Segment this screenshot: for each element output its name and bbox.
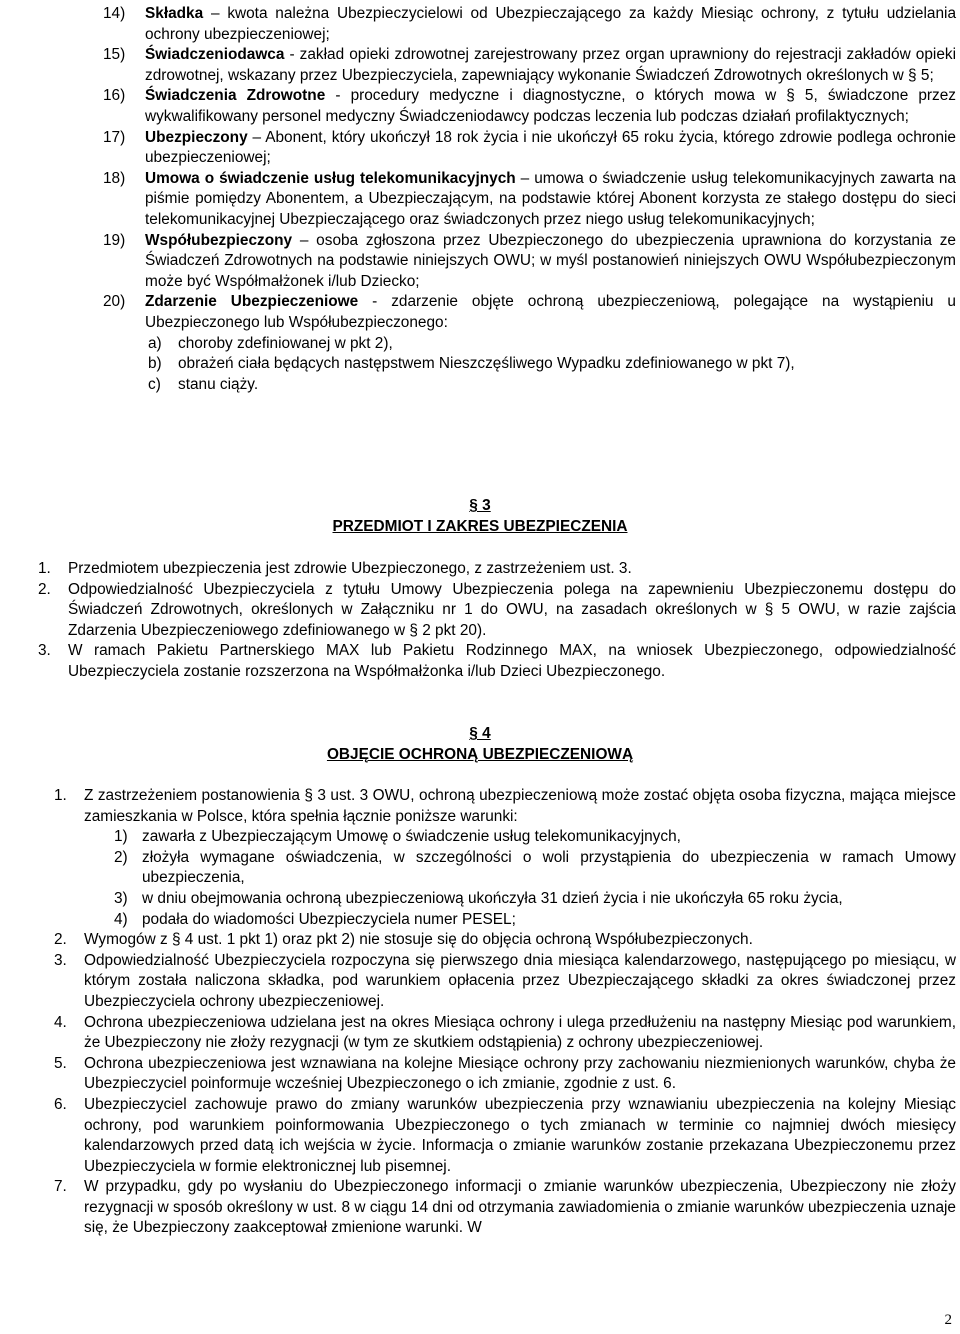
item-text: Przedmiotem ubezpieczenia jest zdrowie Ubezpieczonego, z zastrzeżeniem ust. 3. bbox=[68, 560, 632, 577]
definition-number: 15) bbox=[103, 46, 126, 64]
sublist-text: obrażeń ciała będących następstwem Nieszczęśliwego Wypadku zdefiniowanego w pkt 7), bbox=[178, 355, 795, 373]
definition-number: 20) bbox=[103, 293, 126, 311]
definition-number: 19) bbox=[103, 231, 126, 249]
definition-text: – umowa o świadczenie usług telekomunikacyjnych zawarta na piśmie pomiędzy Abonentem, a Ubezpieczającym, na podstawie której Abonent korzysta ze stałego dostępu do sieci telekomunikacyjnej Ubezpieczającego oraz świadczonych przez niego usług telekomunikacyjnych; bbox=[145, 169, 956, 228]
definition-number: 14) bbox=[103, 5, 126, 22]
definition-text: - procedury medyczne i diagnostyczne, o których mowa w § 5, świadczone przez wykwalifikowany personel medyczny Świadczeniodawcy podczas leczenia lub podczas działań profilaktycznych; bbox=[145, 87, 956, 125]
definition-number: 16) bbox=[103, 87, 126, 105]
definition-term: Zdarzenie Ubezpieczeniowe bbox=[145, 293, 359, 311]
definition-number: 18) bbox=[103, 169, 126, 187]
definition-term: Składka bbox=[145, 5, 204, 22]
item-number: 3. bbox=[54, 951, 67, 969]
list-item bbox=[54, 1013, 956, 1054]
definition-term: Świadczenia Zdrowotne bbox=[145, 87, 326, 105]
list-item bbox=[54, 951, 956, 1013]
condition-number: 3) bbox=[114, 889, 128, 907]
sublist-letter: a) bbox=[148, 334, 162, 352]
definition-item bbox=[103, 45, 956, 86]
page-number: 2 bbox=[944, 1312, 952, 1328]
definition-item bbox=[103, 128, 956, 169]
item-number: 5. bbox=[54, 1054, 67, 1072]
condition-number: 1) bbox=[114, 828, 128, 846]
sublist-letter: c) bbox=[148, 375, 161, 393]
definition-item bbox=[103, 231, 956, 293]
list-item bbox=[54, 930, 956, 951]
section-3-paragraph-sign: § 3 bbox=[469, 497, 491, 514]
item-text: W ramach Pakietu Partnerskiego MAX lub Pakietu Rodzinnego MAX, na wniosek Ubezpieczonego, odpowiedzialność Ubezpieczyciela zostanie rozszerzona na Współmałżonka i/lub Dzieci Ubezpieczonego. bbox=[68, 642, 956, 680]
condition-item bbox=[114, 910, 956, 931]
list-item bbox=[54, 786, 956, 827]
item-text: Ochrona ubezpieczeniowa udzielana jest na okres Miesiąca ochrony i ulega przedłużeniu na następny Miesiąc pod warunkiem, że Ubezpieczony nie złoży rezygnacji (w tym ze skutkiem odstąpienia) z ochrony ubezpieczeniowej. bbox=[84, 1013, 956, 1052]
definition-text: – kwota należna Ubezpieczycielowi od Ubezpieczającego za każdy Miesiąc ochrony, z tytułu udzielania ochrony ubezpieczeniowej; bbox=[145, 5, 956, 43]
list-item bbox=[38, 641, 956, 682]
item-text: Odpowiedzialność Ubezpieczyciela rozpoczyna się pierwszego dnia miesiąca kalendarzowego, następującego po miesiącu, w którym została naliczona składka, pod warunkiem opłacenia przez Ubezpieczającego składki za okres świadczonej przez Ubezpieczyciela ochrony ubezpieczeniowej. bbox=[84, 951, 956, 1010]
item-number: 2. bbox=[38, 580, 51, 598]
definition-item bbox=[103, 86, 956, 127]
list-item bbox=[54, 1177, 956, 1239]
item-number: 6. bbox=[54, 1095, 67, 1113]
item-number: 7. bbox=[54, 1178, 67, 1196]
condition-item bbox=[114, 889, 956, 910]
list-item bbox=[54, 1095, 956, 1177]
section-4-paragraph-sign: § 4 bbox=[469, 725, 491, 742]
list-item bbox=[38, 580, 956, 642]
definition-text: – Abonent, który ukończył 18 rok życia i nie ukończył 65 roku życia, którego zdrowie podlega ochronie ubezpieczeniowej; bbox=[145, 128, 956, 167]
definition-text: - zakład opieki zdrowotnej zarejestrowany przez organ uprawniony do rejestracji zakładów opieki zdrowotnej, wskazany przez Ubezpieczyciela, zapewniający wykonanie Świadczeń Zdrowotnych określonych w § 5; bbox=[145, 46, 956, 84]
condition-text: podała do wiadomości Ubezpieczyciela numer PESEL; bbox=[142, 910, 516, 928]
section-3-list bbox=[38, 559, 956, 683]
item-text: Ochrona ubezpieczeniowa jest wznawiana na kolejne Miesiące ochrony przy zachowaniu niezmienionych warunków, chyba że Ubezpieczyciel poinformuje wcześniej Ubezpieczonego o ich zmianie, zgodnie z ust. 6. bbox=[84, 1054, 956, 1093]
sublist-text: choroby zdefiniowanej w pkt 2), bbox=[178, 334, 393, 352]
sublist-item bbox=[148, 334, 956, 355]
item-number: 1. bbox=[38, 560, 51, 577]
definition-term: Współubezpieczony bbox=[145, 231, 293, 249]
sublist-item bbox=[148, 354, 956, 375]
section-3-heading bbox=[0, 496, 960, 537]
definition-text: - zdarzenie objęte ochroną ubezpieczeniową, polegające na wystąpieniu u Ubezpieczonego lub Współubezpieczonego: bbox=[145, 293, 956, 331]
item-number: 1. bbox=[54, 787, 67, 804]
definition-term: Świadczeniodawca bbox=[145, 46, 285, 64]
item-text: Ubezpieczyciel zachowuje prawo do zmiany warunków ubezpieczenia przy wznawianiu ubezpieczenia na kolejny Miesiąc ochrony, pod warunkiem poinformowania Ubezpieczonego o tych zmianach w terminie co najmniej dwóch miesięcy kalendarzowych przed datą ich wejścia w życie. Informacja o zmianie warunków zostanie przekazana Ubezpieczonemu przez Ubezpieczyciela w formie elektronicznej lub pisemnej. bbox=[84, 1095, 956, 1175]
condition-text: w dniu obejmowania ochroną ubezpieczeniową ukończyła 31 dzień życia i nie ukończyła 65 roku życia, bbox=[142, 889, 843, 907]
definition-term: Ubezpieczony bbox=[145, 128, 248, 146]
section-4-heading bbox=[0, 724, 960, 765]
item-number: 3. bbox=[38, 642, 51, 660]
condition-item bbox=[114, 848, 956, 889]
definitions-list bbox=[103, 4, 956, 395]
item-number: 4. bbox=[54, 1013, 67, 1031]
definition-text: – osoba zgłoszona przez Ubezpieczonego do ubezpieczenia uprawniona do korzystania ze Świadczeń Zdrowotnych na podstawie niniejszych OWU; w myśl postanowień niniejszych OWU Współubezpieczonym może być Współmałżonek i/lub Dziecko; bbox=[145, 231, 956, 290]
section-4-title: OBJĘCIE OCHRONĄ UBEZPIECZENIOWĄ bbox=[326, 745, 634, 763]
definition-20-sublist bbox=[148, 334, 956, 396]
condition-text: złożyła wymagane oświadczenia, w szczególności o woli przystąpienia do ubezpieczenia w ramach Umowy ubezpieczenia, bbox=[142, 848, 956, 887]
item-number: 2. bbox=[54, 931, 67, 949]
item-text: Odpowiedzialność Ubezpieczyciela z tytułu Umowy Ubezpieczenia polega na zapewnieniu Ubezpieczonemu dostępu do Świadczeń Zdrowotnych, określonych w Załączniku nr 1 do OWU, na zasadach określonych w § 5 OWU, w razie zajścia Zdarzenia Ubezpieczeniowego zdefiniowanego w § 2 pkt 20). bbox=[68, 580, 956, 639]
item-text: W przypadku, gdy po wysłaniu do Ubezpieczonego informacji o zmianie warunków ubezpieczenia, Ubezpieczony nie złoży rezygnacji w sposób określony w ust. 8 w ciągu 14 dni od otrzymania zawiadomienia o zmianie warunków ubezpieczenia uznaje się, że Ubezpieczony zaakceptował zmienione warunki. W bbox=[84, 1178, 956, 1237]
list-item bbox=[38, 559, 956, 580]
sublist-letter: b) bbox=[148, 355, 162, 373]
item-text: Z zastrzeżeniem postanowienia § 3 ust. 3 OWU, ochroną ubezpieczeniową może zostać objęta osoba fizyczna, mająca miejsce zamieszkania w Polsce, która spełnia łącznie poniższe warunki: bbox=[84, 787, 956, 825]
sublist-text: stanu ciąży. bbox=[178, 375, 259, 393]
definition-item bbox=[103, 169, 956, 231]
definition-item bbox=[103, 4, 956, 45]
condition-number: 2) bbox=[114, 848, 128, 866]
condition-number: 4) bbox=[114, 910, 128, 928]
definition-number: 17) bbox=[103, 128, 126, 146]
definition-item bbox=[103, 292, 956, 333]
sublist-item bbox=[148, 375, 956, 396]
section-3-title: PRZEDMIOT I ZAKRES UBEZPIECZENIA bbox=[332, 517, 628, 535]
item-text: Wymogów z § 4 ust. 1 pkt 1) oraz pkt 2) nie stosuje się do objęcia ochroną Współubezpieczonych. bbox=[84, 931, 753, 949]
section-4-conditions bbox=[114, 827, 956, 930]
definition-term: Umowa o świadczenie usług telekomunikacyjnych bbox=[145, 169, 516, 187]
condition-text: zawarła z Ubezpieczającym Umowę o świadczenie usług telekomunikacyjnych, bbox=[142, 828, 681, 846]
condition-item bbox=[114, 827, 956, 848]
list-item bbox=[54, 1054, 956, 1095]
section-4-list bbox=[54, 786, 956, 1239]
